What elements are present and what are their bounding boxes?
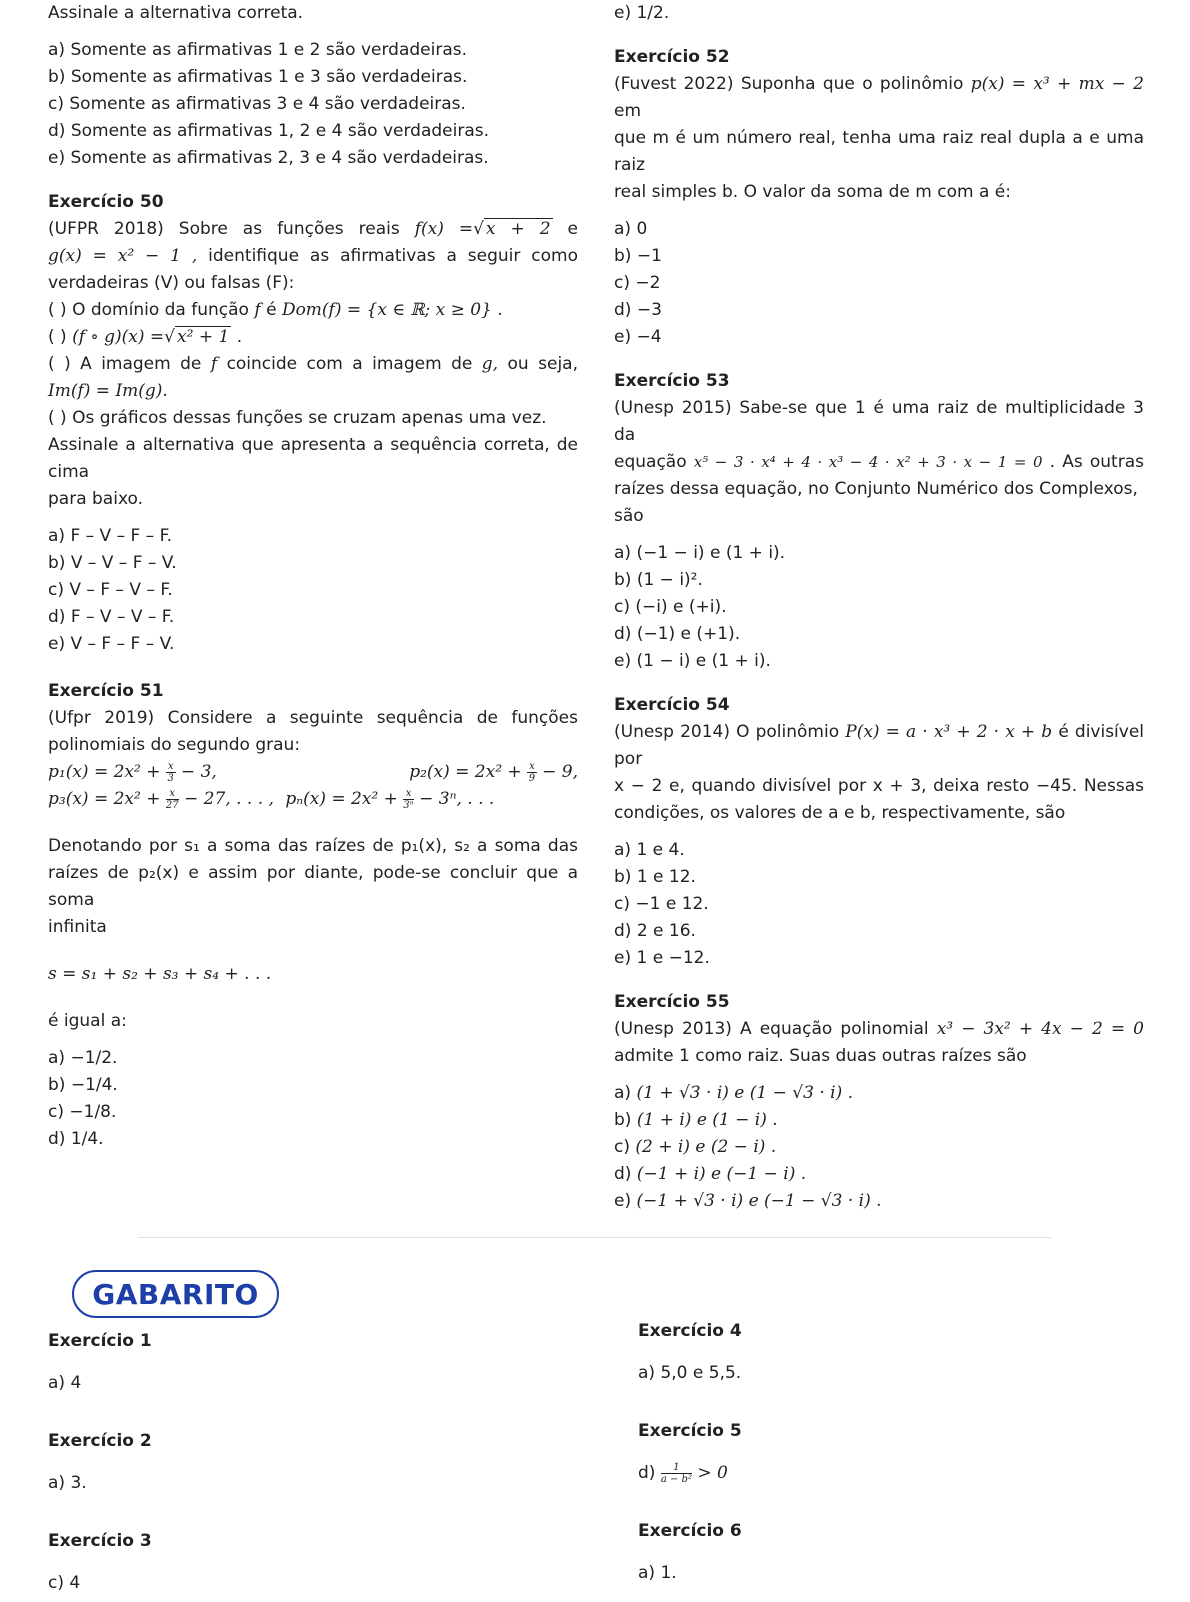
ex51-p3: p₃(x) = 2x² + $\frac{x}{27}$ − 27, . . . , xyxy=(48,788,274,811)
ex52-l1b: em xyxy=(614,101,642,121)
gabarito-badge: GABARITO xyxy=(72,1270,279,1318)
ex50-title: Exercício 50 xyxy=(48,192,164,212)
ex51-pn: pₙ(x) = 2x² + $\frac{x}{\text{3ⁿ}}$ − 3ⁿ, . . . xyxy=(285,788,495,811)
ex54-title: Exercício 54 xyxy=(614,695,730,715)
ex51-sum: s = s₁ + s₂ + s₃ + s₄ + . . . xyxy=(48,964,272,984)
ex52-option-c: c) −2 xyxy=(614,273,661,293)
left-column xyxy=(48,0,578,1153)
answer-ex6-value: a) 1. xyxy=(638,1563,677,1583)
right-column xyxy=(614,0,1144,1215)
ex52-line2: que m é um número real, tenha uma raiz real dupla a e uma raiz xyxy=(614,128,1144,175)
ex51-option-d: d) 1/4. xyxy=(48,1129,104,1149)
ex53-option-b: b) (1 − i)². xyxy=(614,570,703,590)
ex50-s3f: f xyxy=(210,354,218,374)
ex50-f-radicand: x + 2 xyxy=(485,219,551,239)
ex53-option-c: c) (−i) e (+i). xyxy=(614,597,727,617)
answer-ex3-value: c) 4 xyxy=(48,1573,81,1593)
ex49-option-a: a) Somente as afirmativas 1 e 2 são verdadeiras. xyxy=(48,40,468,60)
ex55-option-e: e) (−1 + √3 · i) e (−1 − √3 · i) . xyxy=(614,1191,882,1211)
answer-ex6-title: Exercício 6 xyxy=(638,1521,742,1541)
ex53-option-a: a) (−1 − i) e (1 + i). xyxy=(614,543,786,563)
answer-ex2 xyxy=(48,1428,152,1496)
ex50-option-a: a) F – V – F – F. xyxy=(48,526,173,546)
ex50-cont: identifique as afirmativas a seguir como xyxy=(208,246,578,266)
ex54-option-e: e) 1 e −12. xyxy=(614,948,710,968)
ex50-option-e: e) V – F – F – V. xyxy=(48,634,175,654)
ex51-p1: p₁(x) = 2x² + $\frac{x}{3}$ − 3, xyxy=(48,761,217,784)
ex51-eq: é igual a: xyxy=(48,1011,127,1031)
ex53-option-e: e) (1 − i) e (1 + i). xyxy=(614,651,771,671)
ex50-s3a: ( ) A imagem de xyxy=(48,354,202,374)
answer-ex5-title: Exercício 5 xyxy=(638,1421,742,1441)
answer-ex4-value: a) 5,0 e 5,5. xyxy=(638,1363,742,1383)
ex55-option-c: c) (2 + i) e (2 − i) . xyxy=(614,1137,777,1157)
ex49-option-c: c) Somente as afirmativas 3 e 4 são verdadeiras. xyxy=(48,94,466,114)
answer-ex4 xyxy=(638,1318,742,1386)
ex51-option-c: c) −1/8. xyxy=(48,1102,117,1122)
ex50-line3: verdadeiras (V) ou falsas (F): xyxy=(48,273,295,293)
ex55-line2: admite 1 como raiz. Suas duas outras raízes são xyxy=(614,1046,1027,1066)
ex50-s3g: g, xyxy=(481,354,499,374)
ex52-title: Exercício 52 xyxy=(614,47,730,67)
ex51-option-a: a) −1/2. xyxy=(48,1048,118,1068)
ex54-line3: condições, os valores de a e b, respectivamente, são xyxy=(614,803,1066,823)
ex55-option-a: a) (1 + √3 · i) e (1 − √3 · i) . xyxy=(614,1083,854,1103)
ex54-option-c: c) −1 e 12. xyxy=(614,894,709,914)
ex55-option-b: b) (1 + i) e (1 − i) . xyxy=(614,1110,778,1130)
ex50-s2-radicand: x² + 1 xyxy=(177,327,230,347)
ex51-formulas-row1 xyxy=(48,759,578,786)
ex51-den2: raízes de p₂(x) e assim por diante, pode-se concluir que a soma xyxy=(48,863,578,910)
ex50-s1b: é xyxy=(266,300,277,320)
answer-ex1-value: a) 4 xyxy=(48,1373,82,1393)
gabarito-right xyxy=(638,1318,742,1586)
answer-ex5-value: d) $\frac{1}{\text{a − b²}}$ > 0 xyxy=(638,1461,728,1485)
ex50-s2a: ( ) xyxy=(48,327,67,347)
ex50-stmt2: ( ) (f ∘ g)(x) =√ x² + 1 . xyxy=(48,327,243,347)
ex55-l1a: (Unesp 2013) A equação polinomial xyxy=(614,1019,929,1039)
ex52-line1 xyxy=(614,71,1144,125)
ex54-option-b: b) 1 e 12. xyxy=(614,867,696,887)
ex50-ask: Assinale a alternativa que apresenta a sequência correta, de cima xyxy=(48,435,578,482)
ex54-l1m: P(x) = a · x³ + 2 · x + b xyxy=(845,722,1053,742)
ex53-l2a: equação xyxy=(614,452,687,472)
ex50-line1: (UFPR 2018) Sobre as funções reais f(x) =√ x + 2 e xyxy=(48,219,578,239)
ex51-den3: infinita xyxy=(48,917,107,937)
ex53-line1: (Unesp 2015) Sabe-se que 1 é uma raiz de multiplicidade 3 da xyxy=(614,398,1144,445)
ex50-s1f: f xyxy=(254,300,261,320)
ex55-line1 xyxy=(614,1016,1144,1043)
ex53-line3: raízes dessa equação, no Conjunto Numérico dos Complexos, são xyxy=(614,479,1138,526)
ex51-p2: p₂(x) = 2x² + $\frac{x}{9}$ − 9, xyxy=(409,761,578,784)
ex55-option-d: d) (−1 + i) e (−1 − i) . xyxy=(614,1164,807,1184)
ex55-l1m: x³ − 3x² + 4x − 2 = 0 xyxy=(936,1019,1144,1039)
ex49-option-e: e) Somente as afirmativas 2, 3 e 4 são verdadeiras. xyxy=(48,148,489,168)
ex50-stmt1 xyxy=(48,297,578,324)
section-divider xyxy=(138,1237,1052,1238)
ex50-stmt4: ( ) Os gráficos dessas funções se cruzam apenas uma vez. xyxy=(48,408,547,428)
ex51-option-b: b) −1/4. xyxy=(48,1075,118,1095)
ex50-s3c: ou seja, xyxy=(507,354,578,374)
ex50-s1a: ( ) O domínio da função xyxy=(48,300,249,320)
ex50-ask2: para baixo. xyxy=(48,489,143,509)
ex53-l2m: x⁵ − 3 · x⁴ + 4 · x³ − 4 · x² + 3 · x − 1 = 0 xyxy=(693,453,1043,471)
ex50-option-d: d) F – V – V – F. xyxy=(48,607,175,627)
ex52-line3: real simples b. O valor da soma de m com a é: xyxy=(614,182,1011,202)
ex50-stmt3-math: Im(f) = Im(g). xyxy=(48,381,168,401)
answer-ex2-value: a) 3. xyxy=(48,1473,87,1493)
ex50-s3b: coincide com a imagem de xyxy=(226,354,473,374)
ex50-s2m: (f ∘ g)(x) = xyxy=(72,327,165,347)
ex50-s1m: Dom(f) = {x ∈ ℝ; x ≥ 0} . xyxy=(281,300,503,320)
ex51-title: Exercício 51 xyxy=(48,681,164,701)
ex49-option-b: b) Somente as afirmativas 1 e 3 são verdadeiras. xyxy=(48,67,468,87)
ex51-formulas-row2 xyxy=(48,786,578,813)
ex50-line2 xyxy=(48,243,578,270)
ex52-option-a: a) 0 xyxy=(614,219,648,239)
answer-ex6 xyxy=(638,1518,742,1586)
ex50-g: g(x) = x² − 1 , xyxy=(48,246,198,266)
ex50-e: e xyxy=(567,219,578,239)
ex50-lead: (UFPR 2018) Sobre as funções reais xyxy=(48,219,400,239)
ex53-line2 xyxy=(614,449,1144,476)
intro-line: Assinale a alternativa correta. xyxy=(48,3,304,23)
ex55-title: Exercício 55 xyxy=(614,992,730,1012)
ex53-l2b: . As outras xyxy=(1049,452,1144,472)
ex49-option-d: d) Somente as afirmativas 1, 2 e 4 são verdadeiras. xyxy=(48,121,490,141)
ex54-line1 xyxy=(614,719,1144,773)
ex50-stmt3 xyxy=(48,351,578,378)
ex52-l1m: p(x) = x³ + mx − 2 xyxy=(970,74,1145,94)
ex51-lead: (Ufpr 2019) Considere a seguinte sequência de funções xyxy=(48,708,578,728)
ex50-option-c: c) V – F – V – F. xyxy=(48,580,173,600)
ex54-option-a: a) 1 e 4. xyxy=(614,840,685,860)
answer-ex2-title: Exercício 2 xyxy=(48,1431,152,1451)
ex52-option-e: e) −4 xyxy=(614,327,662,347)
answer-ex3-title: Exercício 3 xyxy=(48,1531,152,1551)
ex51-den1: Denotando por s₁ a soma das raízes de p₁(x), s₂ a soma das xyxy=(48,836,578,856)
ex54-option-d: d) 2 e 16. xyxy=(614,921,696,941)
answer-ex1-title: Exercício 1 xyxy=(48,1331,152,1351)
ex51-lead2: polinomiais do segundo grau: xyxy=(48,735,301,755)
ex52-option-b: b) −1 xyxy=(614,246,662,266)
ex52-l1a: (Fuvest 2022) Suponha que o polinômio xyxy=(614,74,964,94)
ex54-line2: x − 2 e, quando divisível por x + 3, deixa resto −45. Nessas xyxy=(614,776,1144,796)
ex54-l1b: é divisível por xyxy=(614,722,1145,769)
answer-ex4-title: Exercício 4 xyxy=(638,1321,742,1341)
ex54-l1a: (Unesp 2014) O polinômio xyxy=(614,722,840,742)
ex51-option-e: e) 1/2. xyxy=(614,3,670,23)
ex53-title: Exercício 53 xyxy=(614,371,730,391)
answer-ex5 xyxy=(638,1418,742,1486)
ex53-option-d: d) (−1) e (+1). xyxy=(614,624,741,644)
ex50-f: f(x) = xyxy=(414,219,474,239)
ex52-option-d: d) −3 xyxy=(614,300,662,320)
ex50-option-b: b) V – V – F – V. xyxy=(48,553,177,573)
answer-ex3 xyxy=(48,1528,152,1596)
answer-ex1 xyxy=(48,1328,152,1396)
gabarito-left xyxy=(48,1328,152,1596)
